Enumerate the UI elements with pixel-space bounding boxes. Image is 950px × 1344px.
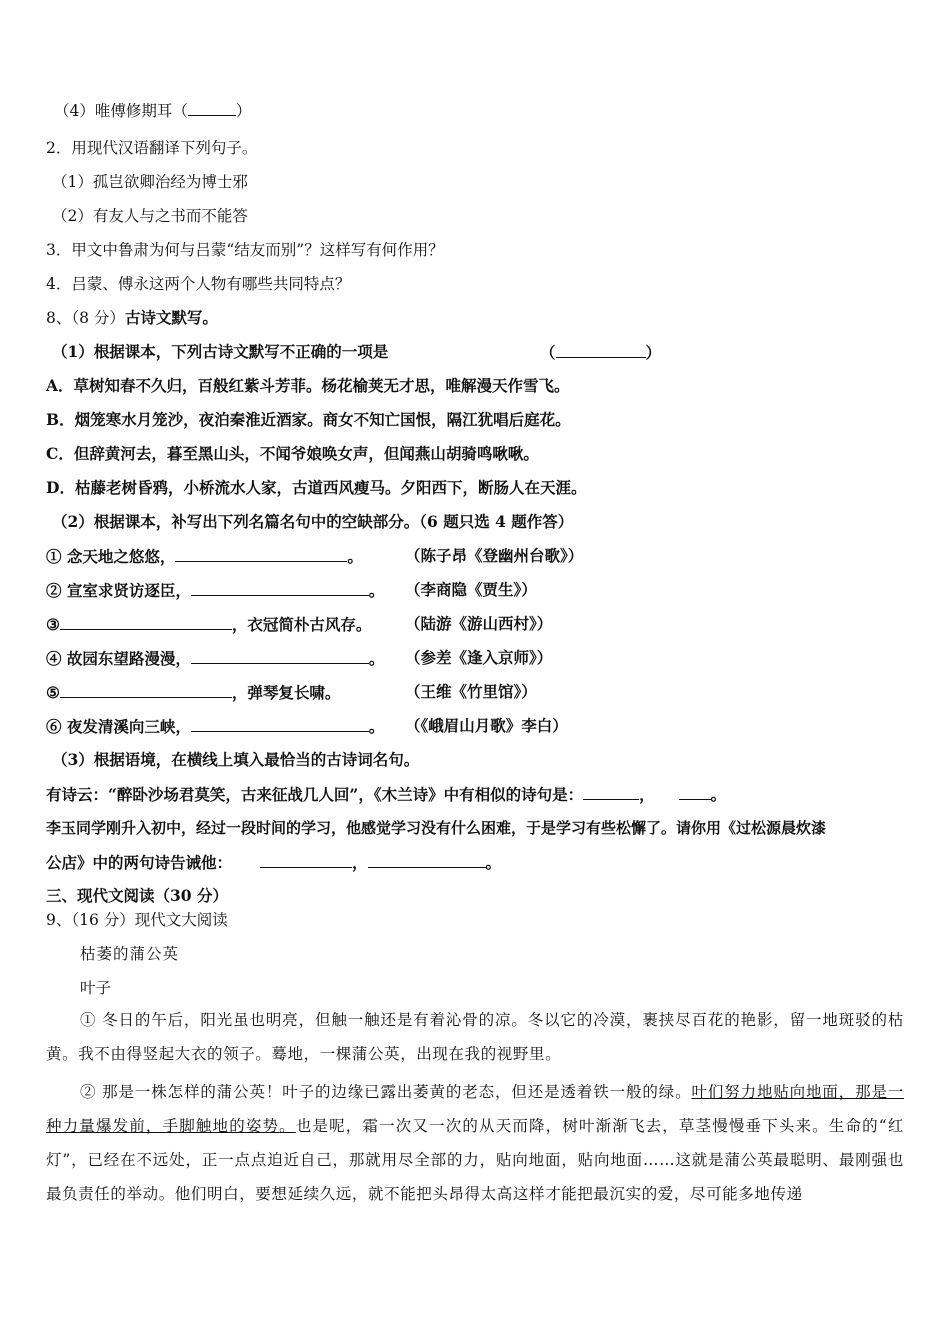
context-1-blank-b[interactable]: [679, 784, 711, 800]
context-2-blank-b[interactable]: [368, 852, 486, 868]
q4-item-text: （4）唯傅修期耳（: [54, 102, 188, 120]
context-2-text: 公店》中的两句诗告诫他：: [46, 853, 233, 872]
fill-6-blank[interactable]: [191, 716, 369, 732]
article-paragraph-1: ① 冬日的午后，阳光虽也明亮，但触一触还是有着沁骨的凉。冬以它的冷漠，裹挟尽百花的艳影，留一地斑驳的枯黄。我不由得竖起大衣的领子。蓦地，一棵蒲公英，出现在我的视野里。: [46, 1011, 904, 1063]
q8-part-3: （3）根据语境，在横线上填入最恰当的古诗词名句。: [52, 750, 420, 769]
fill-line-3: [46, 614, 371, 635]
option-b: B．烟笼寒水月笼沙，夜泊秦淮近酒家。商女不知亡国恨，隔江犹唱后庭花。: [46, 410, 571, 429]
context-2-line-1: 李玉同学刚升入初中，经过一段时间的学习，他感觉学习没有什么困难，于是学习有些松懈了。请你用《过松源晨炊漆: [46, 819, 827, 837]
fill-1-prefix: ① 念天地之悠悠，: [46, 547, 176, 566]
fill-2-prefix: ② 宣室求贤访逐臣，: [46, 581, 191, 600]
context-2-sep: ，: [352, 853, 368, 872]
q8-part-1-answer: [540, 342, 661, 363]
fill-1-source: （陈子昂《登幽州台歌》）: [405, 546, 584, 565]
fill-2-suffix: 。: [368, 581, 385, 600]
fill-2-source: （李商隐《贾生》）: [405, 580, 537, 599]
fill-1-suffix: 。: [347, 547, 363, 566]
fill-4-prefix: ④ 故园东望路漫漫，: [46, 649, 191, 668]
q8-title: 古诗文默写。: [124, 308, 218, 327]
q8-part-1-open: （: [540, 343, 556, 362]
q8-number: 8、（8 分）: [46, 309, 125, 327]
q4-question: 4．吕蒙、傅永这两个人物有哪些共同特点？: [46, 275, 351, 293]
fill-1-blank[interactable]: [175, 546, 347, 562]
q2-title: 2．用现代汉语翻译下列句子。: [46, 139, 258, 157]
fill-line-5: [46, 682, 340, 703]
fill-3-source: （陆游《游山西村》）: [405, 614, 553, 633]
article-title: 枯萎的蒲公英: [80, 945, 180, 963]
q8-part-1: （1）根据课本，下列古诗文默写不正确的一项是: [52, 342, 389, 361]
fill-6-prefix: ⑥ 夜发清溪向三峡，: [46, 717, 191, 736]
fill-4-source: （参差《逢入京师》）: [405, 648, 553, 667]
q8-part-1-close: ）: [645, 343, 662, 362]
context-2-line-2: [46, 852, 501, 873]
article-author: 叶子: [80, 979, 112, 997]
fill-5-blank[interactable]: [60, 682, 232, 698]
context-1-text: 有诗云：“醉卧沙场君莫笑，古来征战几人回”，《木兰诗》中有相似的诗句是：: [46, 785, 584, 804]
option-c: C．但辞黄河去，暮至黑山头，不闻爷娘唤女声，但闻燕山胡骑鸣啾啾。: [46, 444, 539, 463]
fill-5-suffix: ，弹琴复长啸。: [231, 683, 341, 702]
article-paragraph-2: [46, 1075, 904, 1211]
fill-2-blank[interactable]: [191, 580, 369, 596]
fill-6-suffix: 。: [368, 717, 385, 736]
fill-4-suffix: 。: [368, 649, 385, 668]
q4-item-close: ）: [235, 102, 252, 120]
fill-line-2: [46, 580, 384, 601]
context-1-end: 。: [710, 785, 727, 804]
context-2-end: 。: [485, 853, 502, 872]
paragraph-2-part-a: ② 那是一株怎样的蒲公英！叶子的边缘已露出萎黄的老态，但还是透着铁一般的绿。: [80, 1083, 692, 1101]
fill-3-blank[interactable]: [60, 614, 232, 630]
q8-heading: [46, 308, 218, 328]
q8-part-2: （2）根据课本，补写出下列名篇名句中的空缺部分。（6 题只选 4 题作答）: [52, 512, 574, 531]
context-2-blank-a[interactable]: [260, 852, 352, 868]
fill-5-source: （王维《竹里馆》）: [405, 682, 537, 701]
q2-sub-1: （1）孤岂欲卿治经为博士邪: [52, 173, 248, 191]
q2-sub-2: （2）有友人与之书而不能答: [52, 207, 248, 225]
fill-3-suffix: ，衣冠简朴古风存。: [231, 615, 372, 634]
option-a: A．草树知春不久归，百般红紫斗芳菲。杨花榆荚无才思，唯解漫天作雪飞。: [46, 376, 570, 395]
fill-5-prefix: ⑤: [46, 683, 60, 702]
q3-question: 3．甲文中鲁肃为何与吕蒙“结友而别”？这样写有何作用？: [46, 241, 444, 259]
fill-3-prefix: ③: [46, 615, 60, 634]
fill-line-6: [46, 716, 384, 737]
section-3-heading: 三、现代文阅读（30 分）: [46, 886, 228, 905]
q4-answer-blank[interactable]: [188, 100, 236, 116]
fill-line-4: [46, 648, 384, 669]
paragraph-2-underlined: 叶们努力地贴向地面，那是一种力量爆发前，手脚触地的姿势。: [46, 1083, 904, 1135]
fill-line-1: [46, 546, 363, 567]
context-1-sep: ，: [639, 785, 655, 804]
q9-heading: 9、（16 分）现代文大阅读: [46, 911, 228, 929]
context-1-blank-a[interactable]: [583, 784, 639, 800]
q4-item-line: [54, 100, 251, 121]
fill-6-source: （《峨眉山月歌》李白）: [405, 716, 568, 735]
fill-4-blank[interactable]: [191, 648, 369, 664]
option-d: D．枯藤老树昏鸦，小桥流水人家，古道西风瘦马。夕阳西下，断肠人在天涯。: [46, 478, 587, 497]
q8-part-1-blank[interactable]: [556, 342, 646, 358]
context-1: [46, 784, 726, 805]
paragraph-2-part-b: 也是呢，霜一次又一次的从天而降，树叶渐渐飞去，草茎慢慢垂下头来。生命的“红灯”，已经在不远处，正一点点迫近自己，那就用尽全部的力，贴向地面，贴向地面……这就是蒲公英最聪明、最刚强也最负责任的举动。他们明白，要想延续久远，就不能把头昂得太高这样才能把最沉实的爱，尽可能多地传递: [46, 1117, 904, 1203]
